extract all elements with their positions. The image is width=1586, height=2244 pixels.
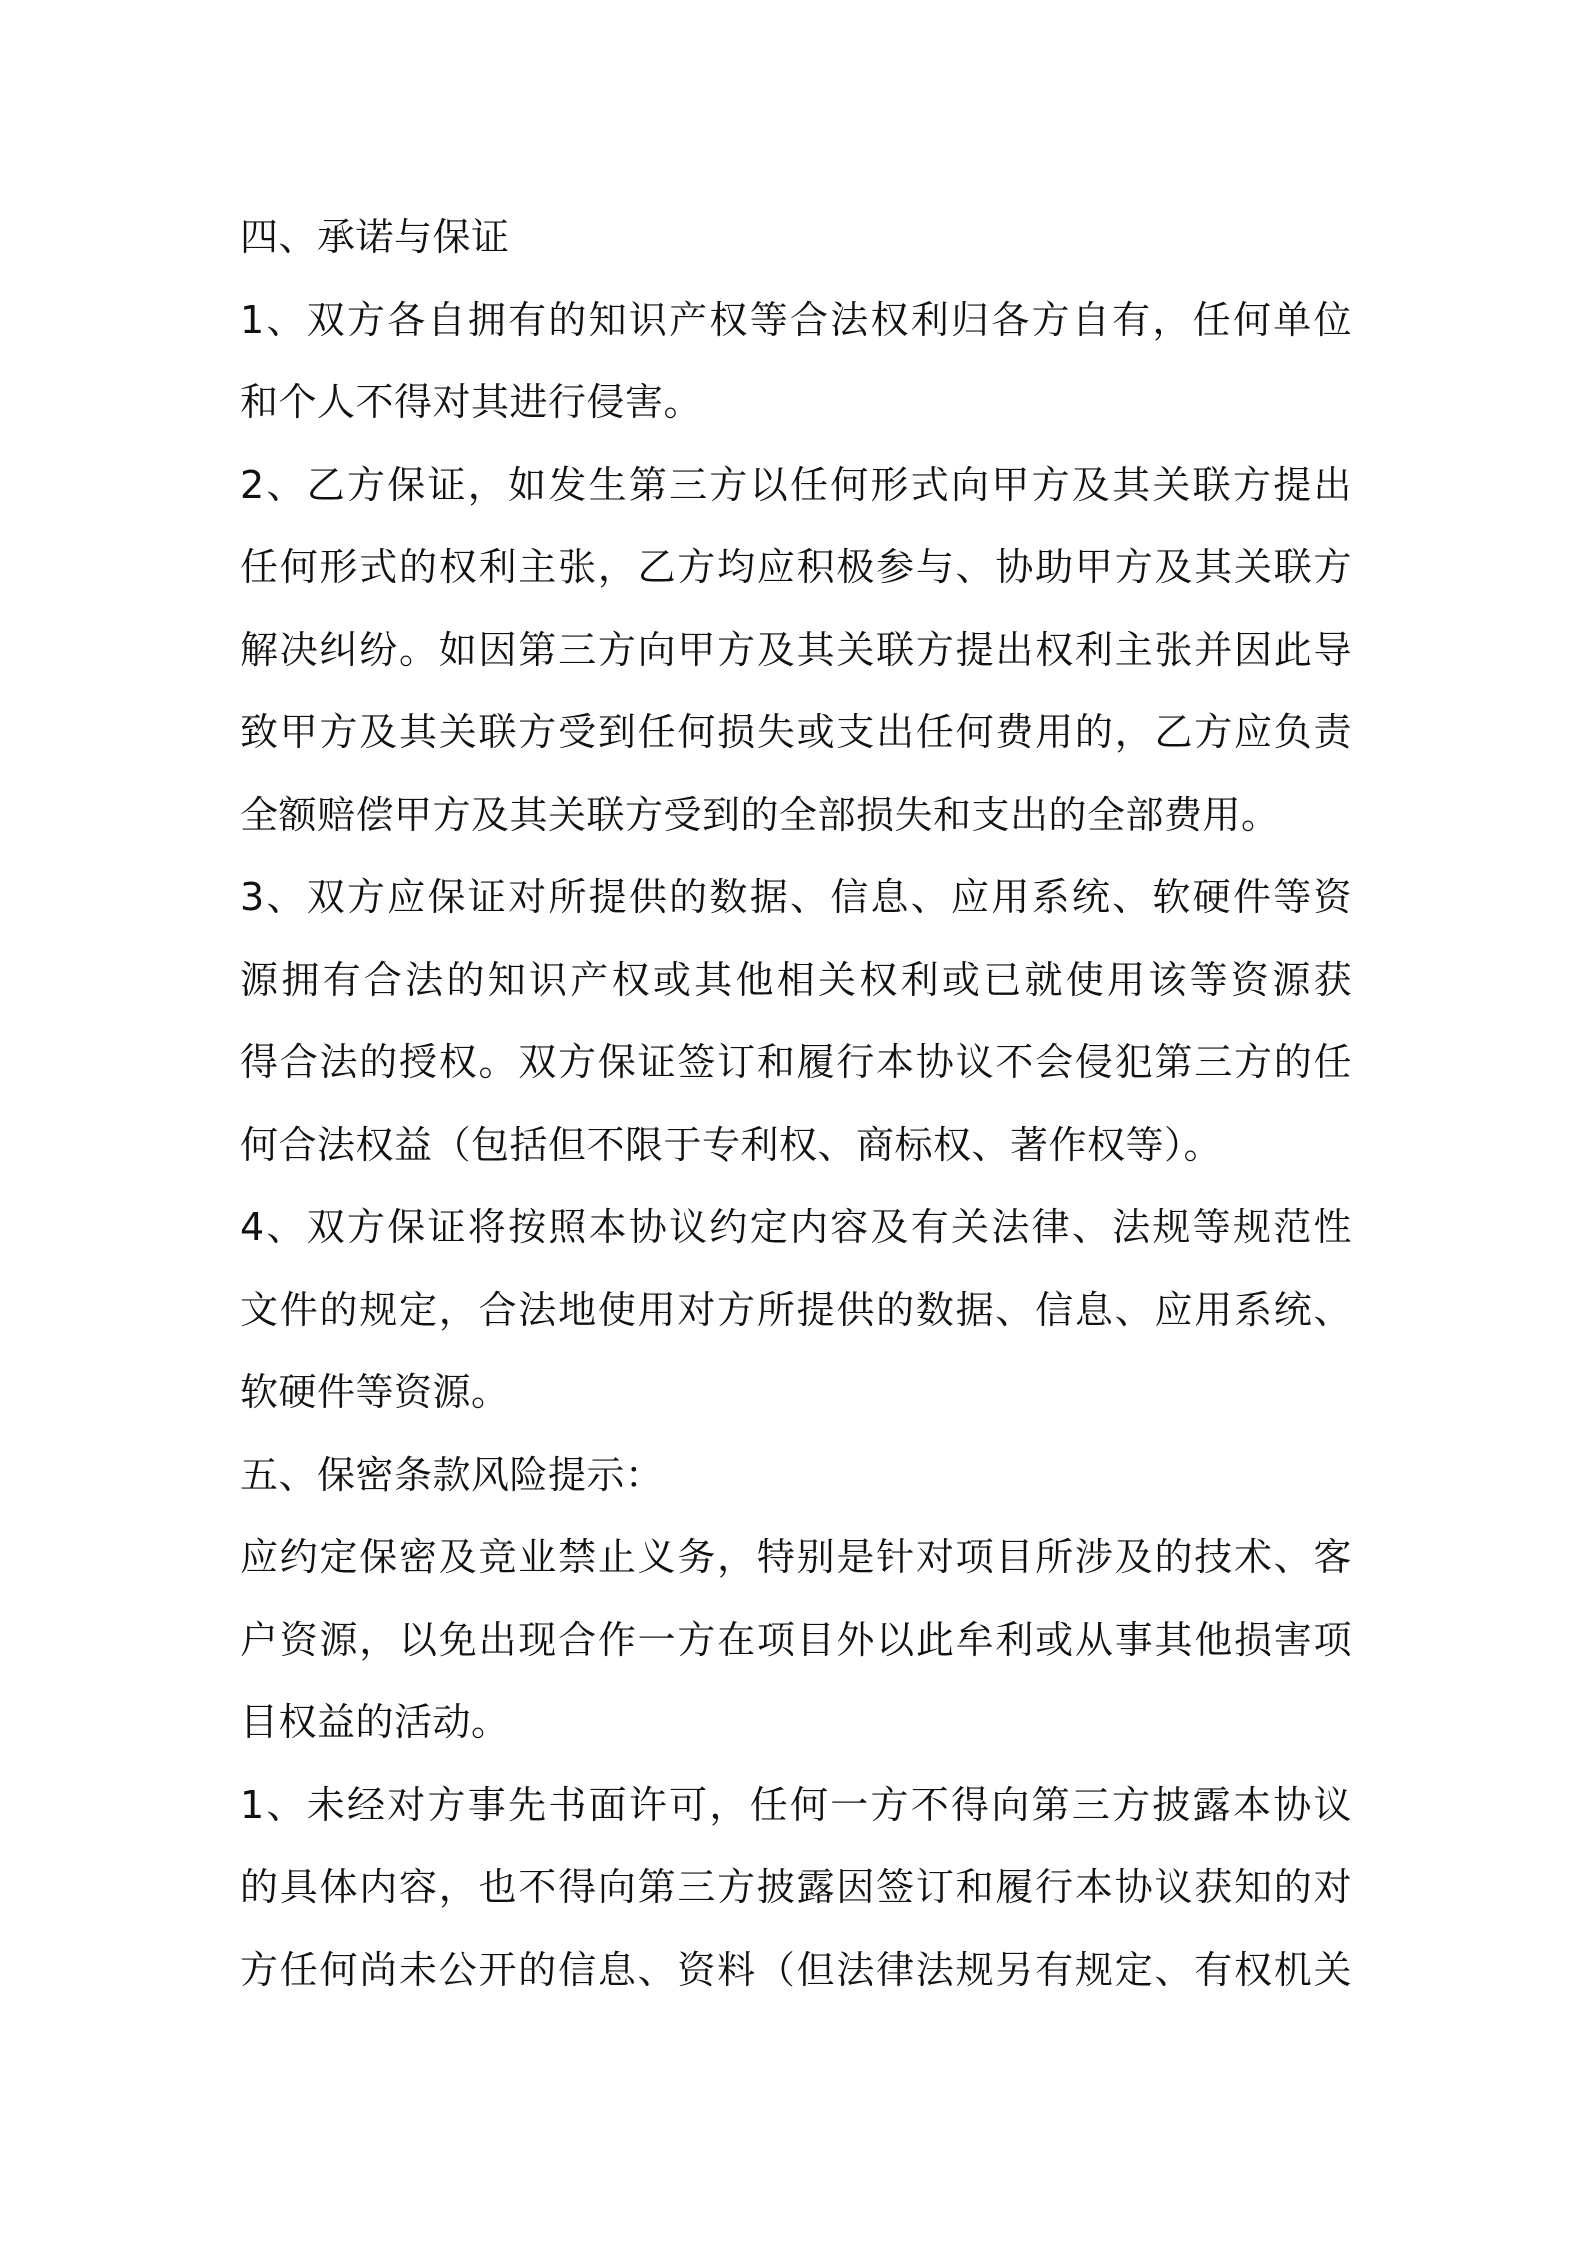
confidentiality-clause-1-line-2: 的具体内容，也不得向第三方披露因签订和履行本协议获知的对: [240, 1865, 1352, 1909]
confidentiality-clause-1-line-1: 1、未经对方事先书面许可，任何一方不得向第三方披露本协议: [240, 1782, 1352, 1827]
clause-4-line-3: 软硬件等资源。: [240, 1370, 510, 1414]
document-body: [240, 196, 1352, 2011]
confidentiality-clause-1-line-3: 方任何尚未公开的信息、资料（但法律法规另有规定、有权机关: [240, 1947, 1352, 1992]
confidentiality-intro-line-1: 应约定保密及竞业禁止义务，特别是针对项目所涉及的技术、客: [240, 1535, 1352, 1579]
confidentiality-intro-line-2: 户资源，以免出现合作一方在项目外以此牟利或从事其他损害项: [240, 1617, 1352, 1662]
section-heading-commitments: 四、承诺与保证: [240, 215, 510, 259]
clause-3-line-4: 何合法权益（包括但不限于专利权、商标权、著作权等）。: [240, 1122, 1223, 1167]
confidentiality-intro-line-3: 目权益的活动。: [240, 1700, 510, 1744]
clause-2-line-1: 2、乙方保证，如发生第三方以任何形式向甲方及其关联方提出: [240, 462, 1352, 507]
clause-3-line-2: 源拥有合法的知识产权或其他相关权利或已就使用该等资源获: [240, 957, 1352, 1002]
clause-2-line-5: 全额赔偿甲方及其关联方受到的全部损失和支出的全部费用。: [240, 792, 1280, 837]
clause-3-line-1: 3、双方应保证对所提供的数据、信息、应用系统、软硬件等资: [240, 875, 1352, 919]
clause-1-line-2: 和个人不得对其进行侵害。: [240, 380, 703, 424]
clause-3-line-3: 得合法的授权。双方保证签订和履行本协议不会侵犯第三方的任: [240, 1040, 1352, 1084]
clause-2-line-4: 致甲方及其关联方受到任何损失或支出任何费用的，乙方应负责: [240, 710, 1352, 754]
clause-1-line-1: 1、双方各自拥有的知识产权等合法权利归各方自有，任何单位: [240, 297, 1352, 342]
clause-2-line-3: 解决纠纷。如因第三方向甲方及其关联方提出权利主张并因此导: [240, 627, 1352, 672]
clause-4-line-1: 4、双方保证将按照本协议约定内容及有关法律、法规等规范性: [240, 1205, 1352, 1249]
section-heading-confidentiality: 五、保密条款风险提示：: [240, 1452, 664, 1497]
clause-4-line-2: 文件的规定，合法地使用对方所提供的数据、信息、应用系统、: [240, 1287, 1352, 1332]
clause-2-line-2: 任何形式的权利主张，乙方均应积极参与、协助甲方及其关联方: [240, 545, 1352, 589]
